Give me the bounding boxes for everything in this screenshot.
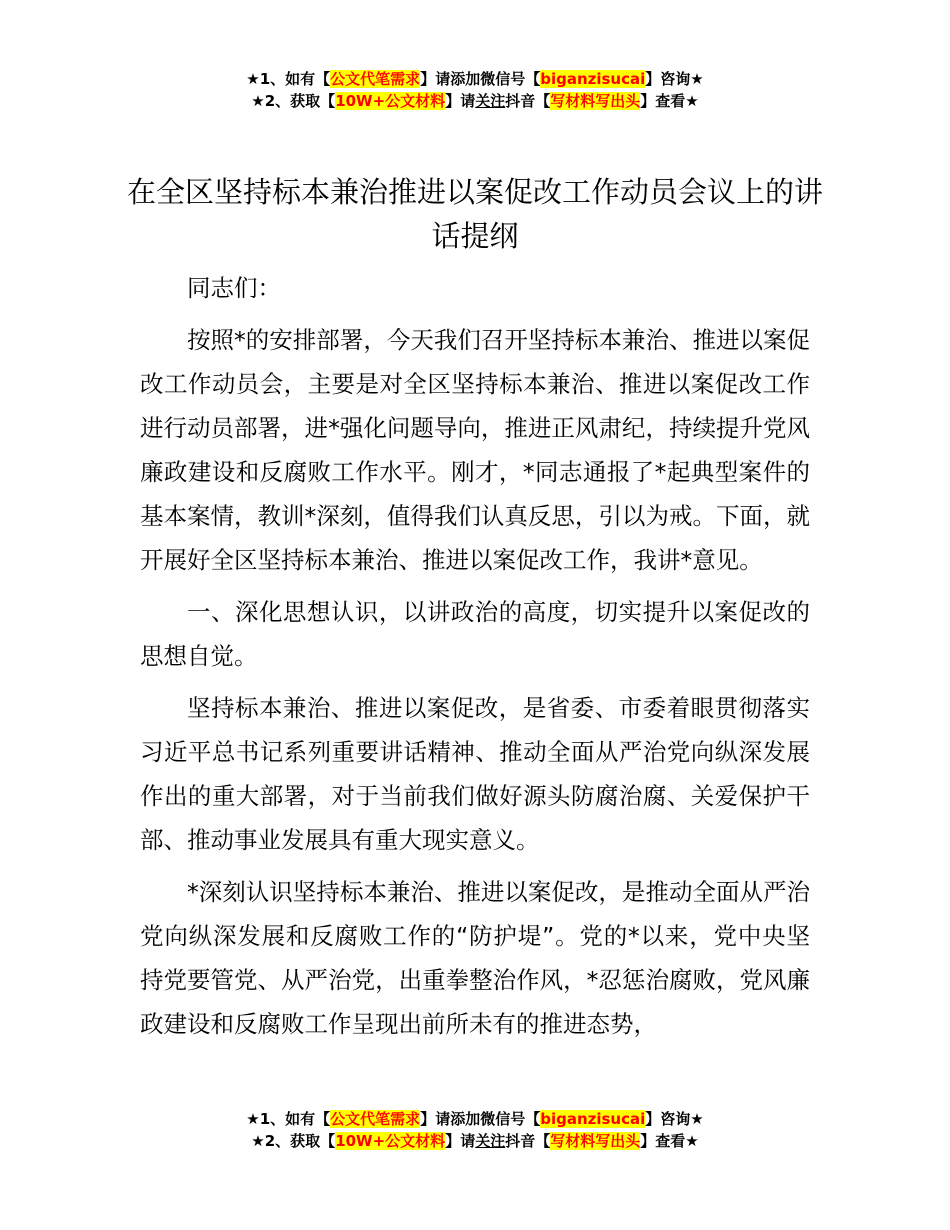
paragraph: *深刻认识坚持标本兼治、推进以案促改，是推动全面从严治党向纵深发展和反腐败工作的“防护堤”。党的*以来，党中央坚持党要管党、从严治党，出重拳整治作风，*忍惩治腐败，党风廉政建设和反腐败工作呈现出前所未有的推进态势，	[140, 878, 810, 1038]
banner-text: 】咨询★	[645, 1110, 704, 1128]
banner-highlight: biganzisucai	[540, 1110, 646, 1128]
banner-text: 】请	[445, 1132, 476, 1150]
banner-text: ★1、如有【	[246, 1110, 331, 1128]
banner-text: 】查看★	[640, 92, 699, 110]
banner-text: 抖音【	[505, 1132, 551, 1150]
banner-highlight: 10W+公文材料	[335, 1132, 446, 1150]
banner-underlined: 关注	[475, 92, 506, 110]
banner-text: 】请添加微信号【	[420, 1110, 541, 1128]
banner-text: 】请添加微信号【	[420, 70, 541, 88]
banner-highlight: 写材料写出头	[550, 92, 641, 110]
header-banner	[0, 68, 950, 112]
footer-banner	[0, 1108, 950, 1152]
banner-line-1	[0, 68, 950, 90]
banner-text: ★2、获取【	[251, 1132, 336, 1150]
banner-highlight: 公文代笔需求	[330, 1110, 421, 1128]
paragraph: 同志们：	[187, 274, 281, 302]
banner-highlight: 10W+公文材料	[335, 92, 446, 110]
banner-highlight: 公文代笔需求	[330, 70, 421, 88]
document-body	[140, 266, 810, 1054]
banner-line-2	[0, 1130, 950, 1152]
banner-text: 】咨询★	[645, 70, 704, 88]
banner-line-1	[0, 1108, 950, 1130]
banner-text: ★1、如有【	[246, 70, 331, 88]
paragraph: 坚持标本兼治、推进以案促改，是省委、市委着眼贯彻落实习近平总书记系列重要讲话精神、推动全面从严治党向纵深发展作出的重大部署，对于当前我们做好源头防腐治腐、关爱保护干部、推动事业发展具有重大现实意义。	[140, 694, 810, 854]
banner-text: 抖音【	[505, 92, 551, 110]
banner-text: 】查看★	[640, 1132, 699, 1150]
banner-text: ★2、获取【	[251, 92, 336, 110]
section-heading: 一、深化思想认识，以讲政治的高度，切实提升以案促改的思想自觉。	[140, 598, 810, 670]
document-title: 在全区坚持标本兼治推进以案促改工作动员会议上的讲话提纲	[126, 175, 823, 253]
banner-text: 】请	[445, 92, 476, 110]
banner-underlined: 关注	[475, 1132, 506, 1150]
banner-line-2	[0, 90, 950, 112]
banner-highlight: 写材料写出头	[550, 1132, 641, 1150]
paragraph: 按照*的安排部署，今天我们召开坚持标本兼治、推进以案促改工作动员会，主要是对全区坚持标本兼治、推进以案促改工作进行动员部署，进*强化问题导向，推进正风肃纪，持续提升党风廉政建设和反腐败工作水平。刚才，*同志通报了*起典型案件的基本案情，教训*深刻，值得我们认真反思，引以为戒。下面，就开展好全区坚持标本兼治、推进以案促改工作，我讲*意见。	[140, 326, 810, 574]
banner-highlight: biganzisucai	[540, 70, 646, 88]
